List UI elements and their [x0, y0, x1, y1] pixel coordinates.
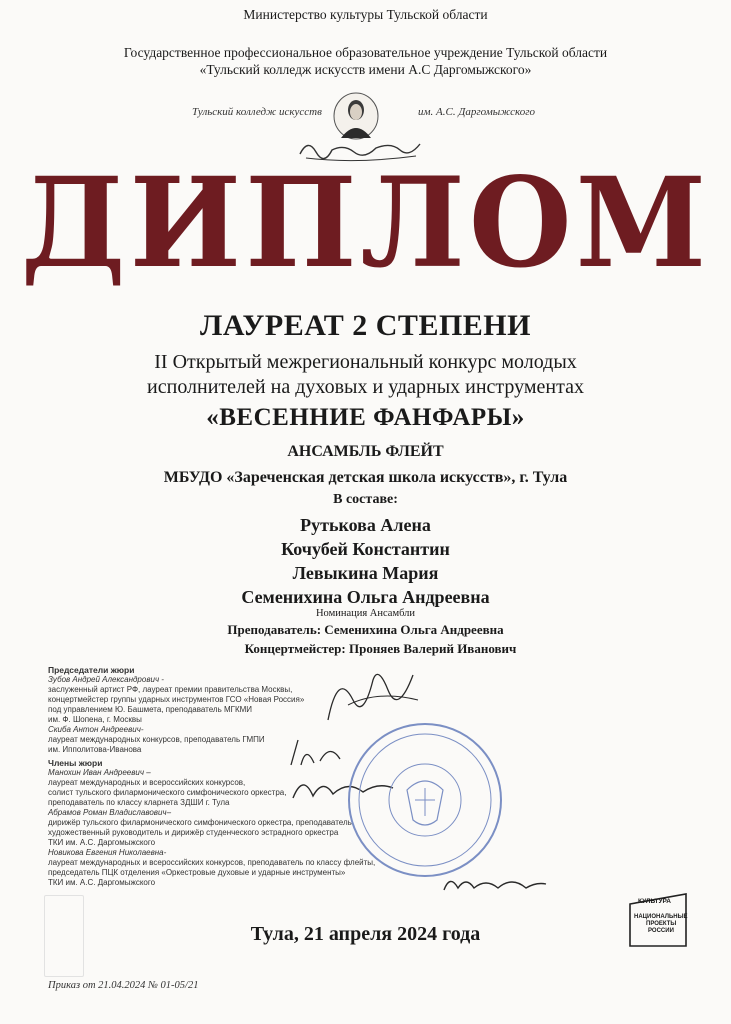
jury-name: Абрамов Роман Владиславович–	[48, 808, 172, 817]
jury-detail: им. Ипполитова-Иванова	[48, 745, 142, 754]
member-name: Семенихина Ольга Андреевна	[241, 587, 490, 607]
award-title: ЛАУРЕАТ 2 СТЕПЕНИ	[200, 309, 531, 342]
nomination: Номинация Ансамбли	[315, 608, 416, 619]
jury-detail: лауреат международных конкурсов, преподаватель ГМПИ	[48, 735, 265, 744]
diploma-title: ДИПЛОМ	[20, 149, 711, 296]
school-name: МБУДО «Зареченская детская школа искусств», г. Тула	[163, 469, 568, 486]
badge-line-3: ПРОЕКТЫ	[646, 921, 677, 927]
jury-detail: дирижёр тульского филармонического симфонического оркестра, преподаватель,	[48, 818, 355, 827]
jury-name: Скиба Антон Андреевич-	[48, 725, 144, 734]
jury-name: Манохин Иван Андреевич –	[48, 768, 151, 777]
jury-detail: председатель ПЦК отделения «Оркестровые духовые и ударные инструменты»	[48, 868, 346, 877]
jury-name: Зубов Андрей Александрович -	[48, 675, 164, 684]
place-date: Тула, 21 апреля 2024 года	[250, 923, 481, 945]
jury-detail: художественный руководитель и дирижёр студенческого эстрадного оркестра	[48, 828, 339, 837]
member-name: Кочубей Константин	[281, 539, 450, 559]
badge-line-1: КУЛЬТУРА	[638, 898, 671, 905]
jury-detail: концертмейстер группы ударных инструментов ГСО «Новая Россия»	[48, 695, 305, 704]
jury-detail: им. Ф. Шопена, г. Москвы	[48, 715, 142, 724]
jury-detail: лауреат международных и всероссийских конкурсов,	[48, 778, 246, 787]
jury-detail: ТКИ им. А.С. Даргомыжского	[48, 838, 156, 847]
jury-detail: ТКИ им. А.С. Даргомыжского	[48, 878, 156, 887]
official-stamp	[345, 720, 505, 880]
jury-detail: лауреат международных и всероссийских конкурсов, преподаватель по классу флейты,	[48, 858, 376, 867]
jury-name: Новикова Евгения Николаевна-	[48, 848, 167, 857]
jury-detail: заслуженный артист РФ, лауреат премии правительства Москвы,	[48, 685, 293, 694]
member-name: Левыкина Мария	[292, 563, 439, 583]
tula-emblem-watermark	[44, 895, 84, 977]
member-name: Рутькова Алена	[300, 515, 431, 535]
jury-detail: под управлением Ю. Башмета, преподаватель МГКМИ	[48, 705, 253, 714]
order-reference: Приказ от 21.04.2024 № 01-05/21	[48, 980, 199, 991]
contest-line-1: II Открытый межрегиональный конкурс молодых	[154, 351, 577, 373]
contest-name: «ВЕСЕННИЕ ФАНФАРЫ»	[206, 404, 525, 431]
jury-detail: преподаватель по классу кларнета ЗДШИ г. Тула	[48, 798, 230, 807]
jury-members-heading: Члены жюри	[48, 758, 103, 768]
chair2-signature	[286, 735, 346, 770]
accompanist-line: Концертмейстер: Проняев Валерий Иванович	[244, 641, 517, 656]
badge-line-2: НАЦИОНАЛЬНЫЕ	[634, 914, 688, 920]
badge-line-4: РОССИИ	[648, 928, 674, 934]
ministry-line: Министерство культуры Тульской области	[243, 7, 488, 22]
teacher-line: Преподаватель: Семенихина Ольга Андреевна	[227, 622, 504, 637]
logo-right-text: им. А.С. Даргомыжского	[418, 106, 536, 118]
portrait-icon	[333, 92, 379, 140]
national-projects-badge	[626, 890, 690, 950]
logo-left-text: Тульский колледж искусств	[192, 106, 322, 118]
jury-chairs-heading: Председатели жюри	[48, 665, 135, 675]
composition-label: В составе:	[333, 492, 398, 507]
college-line: «Тульский колледж искусств имени А.С Даргомыжского»	[199, 62, 532, 77]
ensemble-name: АНСАМБЛЬ ФЛЕЙТ	[287, 443, 444, 460]
institution-line: Государственное профессиональное образовательное учреждение Тульской области	[123, 45, 608, 60]
contest-line-2: исполнителей на духовых и ударных инструментах	[147, 376, 584, 398]
jury-detail: солист тульского филармонического симфонического оркестра,	[48, 788, 287, 797]
